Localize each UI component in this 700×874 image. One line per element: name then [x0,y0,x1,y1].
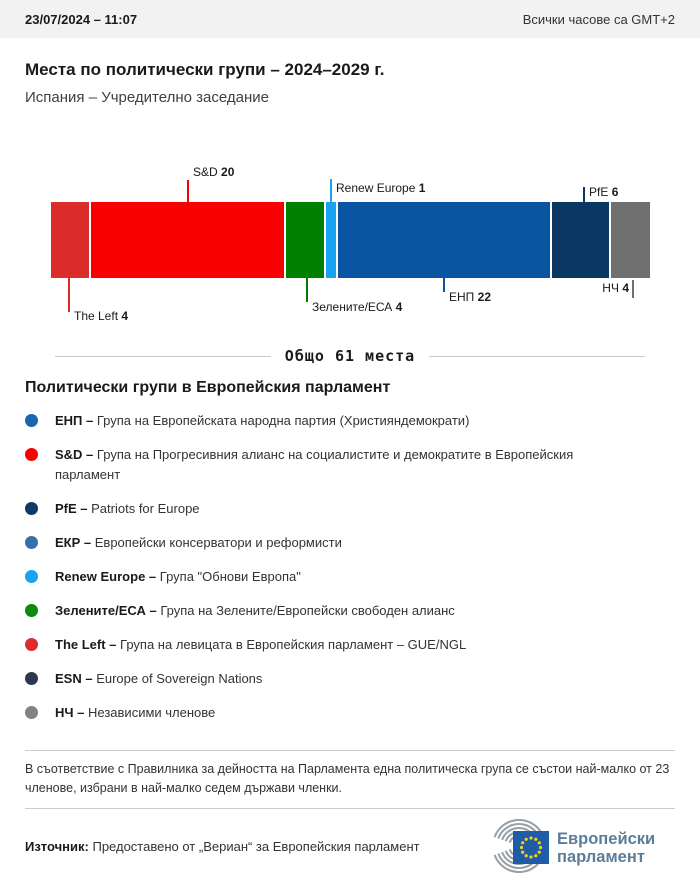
legend-dot-greens-efa [25,604,38,617]
legend-dot-epp [25,414,38,427]
header-bar [0,0,700,38]
group-name: НЧ [602,281,619,295]
legend-text [55,703,215,723]
total-seats-label: Общо 61 места [284,347,416,365]
legend-item-renew [25,567,675,587]
legend-desc: Patriots for Europe [91,501,200,516]
legend-item-ni [25,703,675,723]
header-timezone-note: Всички часове са GMT+2 [522,11,675,27]
legend-dot-snd [25,448,38,461]
legend-desc: Независими членове [88,705,216,720]
bar-segment-greens-efa [286,202,324,278]
total-seats-row [55,347,645,365]
legend-dot-pfe [25,502,38,515]
legend-abbr: S&D – [55,447,94,462]
eu-flag-icon [513,831,549,864]
group-seats: 20 [221,165,235,179]
group-seats: 4 [121,309,129,323]
group-name: The Left [74,309,119,323]
bar-segment-renew [326,202,336,278]
legend-abbr: Зелените/ЕСА – [55,603,157,618]
legend-desc: Група на левицата в Европейския парламент – GUE/NGL [120,637,467,652]
divider-right [429,356,645,357]
legend-abbr: ESN – [55,671,93,686]
legend-text [55,567,301,587]
footnote-divider-bottom [25,808,675,809]
logo-wordmark: Европейски парламент [557,830,656,866]
header-datetime: 23/07/2024 – 11:07 [25,11,138,27]
group-seats: 1 [418,181,426,195]
group-name: PfE [589,185,609,199]
callout-line-the-left [68,278,70,312]
callout-label-pfe [589,185,618,199]
callout-line-greens-efa [306,278,308,302]
legend-desc: Европейски консерватори и реформисти [94,535,342,550]
legend-desc: Група на Прогресивния алианс на социалистите и демократите в Европейския парламент [55,447,574,482]
legend-dot-esn [25,672,38,685]
callout-line-pfe [583,187,585,202]
source-label: Източник: [25,838,89,854]
legend-text [55,669,262,689]
legend-dot-the-left [25,638,38,651]
bar-segment-pfe [552,202,610,278]
legend-item-esn [25,669,675,689]
bar-segment-the-left [51,202,89,278]
bar-segment-ni [611,202,649,278]
group-name: S&D [193,165,218,179]
callout-label-snd [193,165,234,179]
legend-desc: Група на Европейската народна партия (Християндемократи) [96,413,470,428]
footnote-block [25,750,675,809]
bar-segment-epp [338,202,550,278]
callout-line-renew [330,179,332,202]
legend-text [55,601,455,621]
legend-item-snd [25,445,675,485]
group-name: Renew Europe [336,181,416,195]
group-seats: 22 [477,290,491,304]
group-seats: 4 [622,281,629,295]
divider-left [55,356,271,357]
legend-abbr: НЧ – [55,705,85,720]
footnote-text: В съответствие с Правилника за дейността на Парламента една политическа група се състои най-малко от 23 членове, избрани в най-малко седем държави членки. [25,762,670,795]
callout-label-ni [602,281,629,295]
legend-item-the-left [25,635,675,655]
callout-label-epp [449,290,491,304]
legend-item-epp [25,411,675,431]
legend-abbr: PfE – [55,501,88,516]
legend-dot-renew [25,570,38,583]
group-name: Зелените/ЕСА [312,300,393,314]
bar-segment-snd [91,202,283,278]
legend-heading: Политически групи в Европейския парламент [25,379,391,396]
stacked-seat-bar [51,202,650,278]
legend-desc: Europe of Sovereign Nations [96,671,263,686]
callout-label-renew [336,181,425,195]
group-seats: 6 [611,185,619,199]
legend-text [55,411,469,431]
legend-abbr: Renew Europe – [55,569,157,584]
callout-line-snd [187,180,189,202]
legend-abbr: ЕНП – [55,413,94,428]
legend-dot-ni [25,706,38,719]
legend-item-ecr [25,533,675,553]
legend-abbr: The Left – [55,637,117,652]
page-subtitle: Испания – Учредително заседание [25,89,269,106]
callout-label-greens-efa [312,300,402,314]
legend-desc: Група "Обнови Европа" [159,569,301,584]
source-text [25,839,420,854]
legend-text [55,635,466,655]
callout-line-epp [443,278,445,292]
legend-abbr: ЕКР – [55,535,92,550]
source-value: Предоставено от „Вериан“ за Европейския парламент [88,838,420,854]
legend-item-pfe [25,499,675,519]
group-name: ЕНП [449,290,475,304]
callout-label-the-left [74,309,128,323]
legend-text [55,499,200,519]
legend-desc: Група на Зелените/Европейски свободен алианс [160,603,455,618]
legend-text [55,445,635,485]
seat-distribution-chart [25,152,675,332]
legend-dot-ecr [25,536,38,549]
page-title: Места по политически групи – 2024–2029 г. [25,60,385,79]
legend-list [25,411,675,723]
legend-text [55,533,342,553]
legend-item-greens-efa [25,601,675,621]
callout-line-ni [632,280,634,298]
source-row [25,819,675,873]
european-parliament-logo [483,819,675,873]
group-seats: 4 [395,300,403,314]
